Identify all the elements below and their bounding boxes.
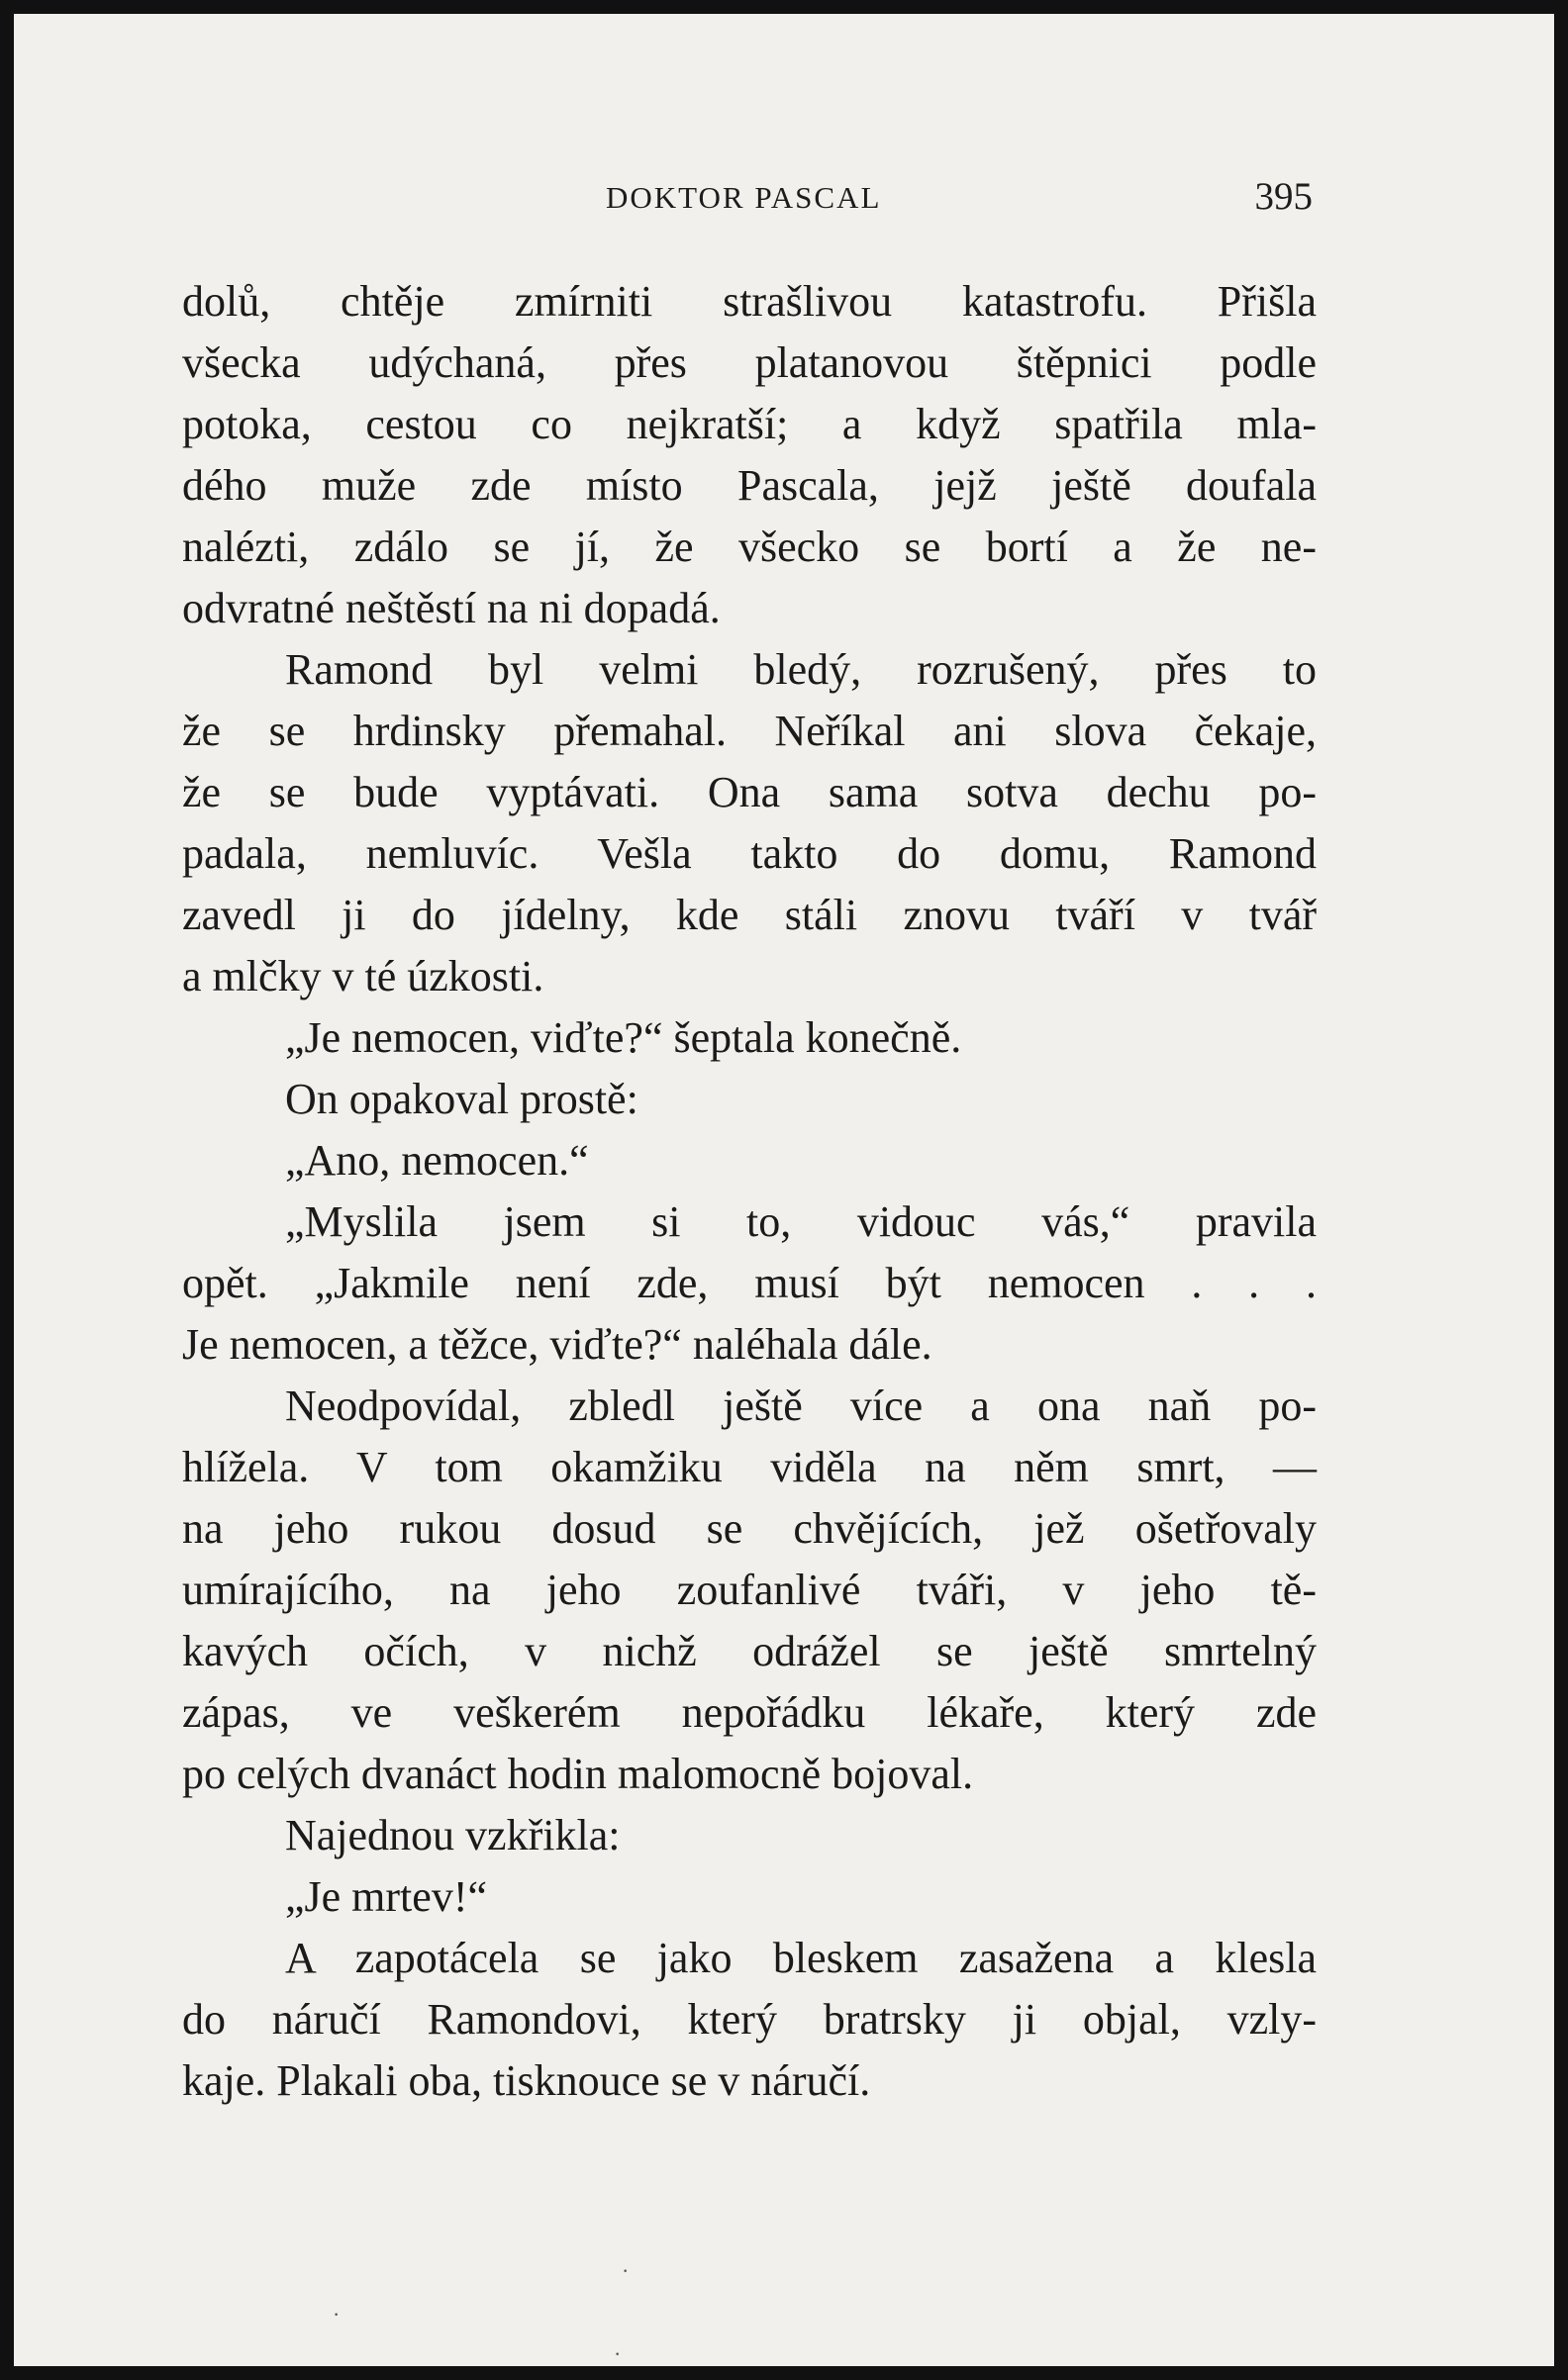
- text-line: po celých dvanáct hodin malomocně bojoval.: [182, 1750, 974, 1798]
- text-line: Je nemocen, a těžce, viďte?“ naléhala dále.: [182, 1320, 932, 1369]
- text-line: padala, nemluvíc. Vešla takto do domu, Ramond: [182, 829, 1317, 878]
- text-line: dolů, chtěje zmírniti strašlivou katastrofu. Přišla: [182, 277, 1317, 326]
- print-speck: ·: [614, 2341, 622, 2366]
- text-line: nalézti, zdálo se jí, že všecko se bortí a že ne-: [182, 523, 1317, 571]
- text-line: Najednou vzkřikla:: [285, 1811, 621, 1859]
- text-line: „Myslila jsem si to, vidouc vás,“ pravila: [285, 1197, 1317, 1246]
- text-line: kaje. Plakali oba, tisknouce se v náručí.: [182, 2056, 871, 2105]
- text-line: do náručí Ramondovi, který bratrsky ji objal, vzly-: [182, 1995, 1317, 2044]
- page-header: [0, 174, 1568, 224]
- print-speck: ·: [333, 2302, 341, 2327]
- text-line: na jeho rukou dosud se chvějících, jež ošetřovaly: [182, 1504, 1317, 1553]
- text-line: „Je mrtev!“: [285, 1872, 487, 1921]
- text-line: dého muže zde místo Pascala, jejž ještě doufala: [182, 461, 1317, 510]
- page-number: 395: [1254, 175, 1313, 218]
- print-speck: ·: [622, 2258, 630, 2283]
- text-line: zápas, ve veškerém nepořádku lékaře, který zde: [182, 1688, 1317, 1737]
- text-line: že se hrdinsky přemahal. Neříkal ani slova čekaje,: [182, 707, 1317, 755]
- text-line: umírajícího, na jeho zoufanlivé tváři, v jeho tě-: [182, 1566, 1317, 1614]
- text-line: hlížela. V tom okamžiku viděla na něm smrt, —: [182, 1443, 1317, 1491]
- text-line: „Ano, nemocen.“: [285, 1136, 589, 1185]
- text-line: zavedl ji do jídelny, kde stáli znovu tváří v tvář: [182, 891, 1317, 939]
- body-text: [182, 271, 1317, 2112]
- text-line: Ramond byl velmi bledý, rozrušený, přes to: [285, 645, 1317, 694]
- text-line: Neodpovídal, zbledl ještě více a ona naň po-: [285, 1381, 1317, 1430]
- running-title: DOKTOR PASCAL: [606, 180, 882, 215]
- text-line: opět. „Jakmile není zde, musí být nemocen . . .: [182, 1259, 1317, 1307]
- text-line: odvratné neštěstí na ni dopadá.: [182, 584, 721, 632]
- text-line: On opakoval prostě:: [285, 1075, 638, 1123]
- text-line: potoka, cestou co nejkratší; a když spatřila mla-: [182, 400, 1317, 448]
- text-line: že se bude vyptávati. Ona sama sotva dechu po-: [182, 768, 1317, 816]
- text-line: všecka udýchaná, přes platanovou štěpnici podle: [182, 338, 1317, 387]
- text-line: kavých očích, v nichž odrážel se ještě smrtelný: [182, 1627, 1317, 1675]
- text-line: a mlčky v té úzkosti.: [182, 952, 544, 1000]
- text-line: „Je nemocen, viďte?“ šeptala konečně.: [285, 1013, 962, 1062]
- text-line: A zapotácela se jako bleskem zasažena a klesla: [285, 1934, 1317, 1982]
